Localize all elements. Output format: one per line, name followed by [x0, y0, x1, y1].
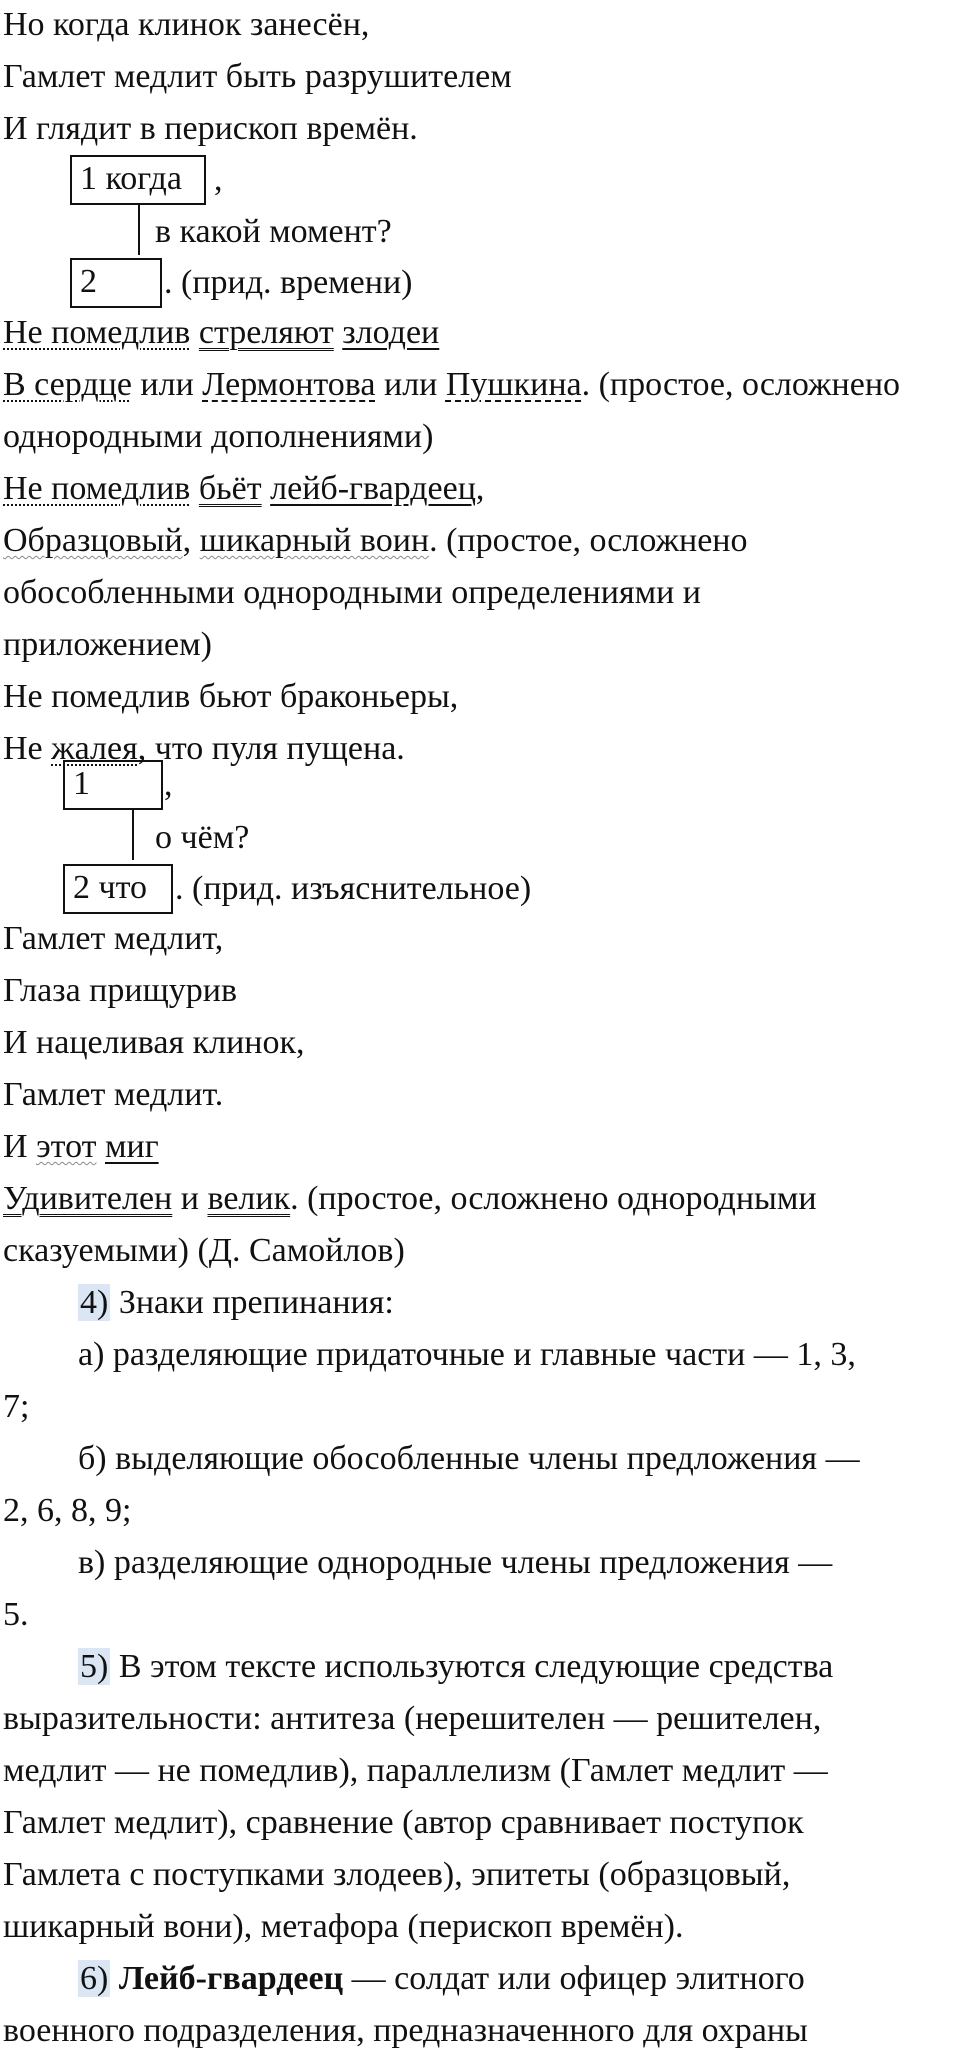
poem-line: Гамлет медлит.: [3, 1076, 224, 1113]
analyzed-line: [3, 360, 900, 410]
schema-connector-line: [132, 810, 134, 860]
analyzed-line: [3, 1174, 817, 1224]
predicate: Удивителен: [3, 1180, 173, 1217]
list-item-continuation: 2, 6, 8, 9;: [3, 1492, 132, 1529]
list-item: в) разделяющие однородные члены предложения —: [78, 1544, 833, 1581]
poem-line: И глядит в перископ времён.: [3, 110, 418, 147]
paragraph-line: шикарный вони), метафора (перископ времён).: [3, 1908, 684, 1945]
text: . (простое, осложнено: [429, 522, 748, 559]
text: ,: [475, 470, 485, 507]
predicate: стреляют: [198, 314, 334, 351]
adverbial: В сердце: [3, 366, 132, 403]
list-item-continuation: 7;: [3, 1388, 30, 1425]
analysis-note: сказуемыми) (Д. Самойлов): [3, 1232, 405, 1269]
apposition: шикарный воин: [199, 522, 430, 559]
text: или: [131, 366, 203, 403]
schema-box-main: 1: [63, 760, 163, 810]
poem-line: Но когда клинок занесён,: [3, 6, 370, 43]
analyzed-line: [3, 464, 484, 514]
schema-clause-type: . (прид. времени): [164, 264, 413, 301]
text: И: [3, 1128, 37, 1165]
schema-box-subordinate: 2 что: [63, 864, 173, 914]
poem-line: И нацеливая клинок,: [3, 1024, 305, 1061]
section-number: 6): [80, 1960, 109, 1997]
paragraph-line: военного подразделения, предназначенного для охраны: [3, 2012, 808, 2049]
subject: лейб-гвардеец: [270, 470, 476, 507]
list-item: б) выделяющие обособленные члены предложения —: [78, 1440, 860, 1477]
text: Не: [3, 730, 52, 767]
schema-connector-line: [138, 205, 140, 255]
poem-line: Глаза прищурив: [3, 972, 237, 1009]
text: . (простое, осложнено однородными: [290, 1180, 817, 1217]
adverbial: Не помедлив: [3, 314, 191, 351]
analyzed-line: [3, 516, 748, 566]
section-6-first-line: [78, 1954, 805, 2004]
paragraph-line: Гамлет медлит), сравнение (автор сравнивает поступок: [3, 1804, 804, 1841]
section-number: 4): [80, 1284, 109, 1321]
analysis-note: однородными дополнениями): [3, 418, 434, 455]
poem-line: Не помедлив бьют браконьеры,: [3, 678, 459, 715]
text: . (простое, осложнено: [581, 366, 901, 403]
paragraph-line: выразительности: антитеза (нерешителен — решителен,: [3, 1700, 822, 1737]
paragraph-line: Гамлета с поступками злодеев), эпитеты (образцовый,: [3, 1856, 791, 1893]
schema-comma: ,: [214, 161, 223, 198]
text: ,: [182, 522, 200, 559]
analysis-note: приложением): [3, 626, 212, 663]
analyzed-line: [3, 308, 439, 358]
paragraph-text: В этом тексте используются следующие средства: [110, 1648, 834, 1685]
paragraph-line: медлит — не помедлив), параллелизм (Гамлет медлит —: [3, 1752, 828, 1789]
list-item-continuation: 5.: [3, 1596, 29, 1633]
adverbial: жалея: [51, 730, 138, 767]
schema-question: о чём?: [155, 819, 250, 856]
text: , что пуля пущена.: [137, 730, 405, 767]
schema-question: в какой момент?: [155, 213, 392, 250]
section-title: Знаки препинания:: [110, 1284, 394, 1321]
predicate: бьёт: [198, 470, 262, 507]
section-number: 5): [80, 1648, 109, 1685]
predicate: велик: [207, 1180, 291, 1217]
subject: миг: [104, 1128, 159, 1165]
schema-comma: ,: [164, 766, 173, 803]
list-item: а) разделяющие придаточные и главные части — 1, 3,: [78, 1336, 856, 1373]
text: [96, 1128, 105, 1165]
adverbial: Не помедлив: [3, 470, 191, 507]
analysis-note: обособленными однородными определениями и: [3, 574, 701, 611]
section-4-heading: [78, 1278, 394, 1328]
subject: злодеи: [342, 314, 440, 351]
attribute: этот: [36, 1128, 97, 1165]
analyzed-line: [3, 1122, 159, 1172]
object: Пушкина: [445, 366, 582, 403]
paragraph-text: — солдат или офицер элитного: [343, 1960, 805, 1997]
object: Лермонтова: [202, 366, 376, 403]
poem-line: Гамлет медлит,: [3, 920, 224, 957]
text: или: [375, 366, 446, 403]
schema-clause-type: . (прид. изъяснительное): [175, 870, 532, 907]
schema-box-subordinate: 2: [70, 258, 162, 308]
section-5-first-line: [78, 1642, 833, 1692]
text: и: [172, 1180, 208, 1217]
term: Лейб-гвардеец: [118, 1960, 344, 1997]
schema-box-main: 1 когда: [70, 155, 206, 205]
attribute: Образцовый: [3, 522, 183, 559]
poem-line: Гамлет медлит быть разрушителем: [3, 58, 512, 95]
